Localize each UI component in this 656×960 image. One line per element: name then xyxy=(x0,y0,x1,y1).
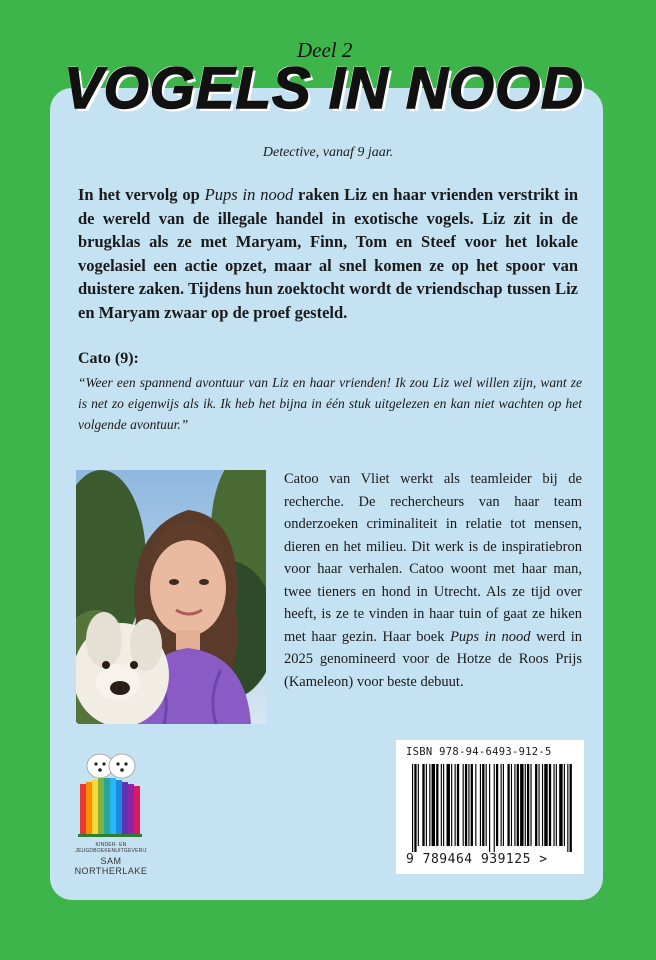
barcode-bar xyxy=(501,764,502,846)
bio-italic-title: Pups in nood xyxy=(450,628,531,645)
barcode-bar xyxy=(570,764,572,852)
barcode-bar xyxy=(514,764,515,846)
barcode-bar xyxy=(503,764,504,846)
barcode-bar xyxy=(530,764,531,846)
book-blurb xyxy=(78,183,578,324)
review-author: Cato (9): xyxy=(78,350,139,367)
barcode-bar xyxy=(429,764,430,846)
genre-line: Detective, vanaf 9 jaar. xyxy=(262,145,394,160)
barcode-bar xyxy=(525,764,526,846)
barcode-bars xyxy=(406,764,576,852)
barcode-bar xyxy=(544,764,547,846)
barcode-bar xyxy=(489,764,490,852)
barcode-bar xyxy=(455,764,456,846)
barcode-bar xyxy=(496,764,498,846)
barcode-bar xyxy=(527,764,529,846)
barcode-bar xyxy=(486,764,487,846)
publisher-logo xyxy=(74,750,146,900)
isbn-barcode xyxy=(396,740,584,874)
barcode-bar xyxy=(511,764,512,846)
barcode-bar xyxy=(447,764,450,846)
barcode-bar xyxy=(517,764,519,846)
publisher-tagline: KINDER- EN JEUGDBOEKENUITGEVERIJ xyxy=(75,842,147,854)
barcode-bar xyxy=(436,764,438,846)
barcode-bar xyxy=(412,764,413,852)
series-label: Deel 2 xyxy=(297,38,353,62)
author-photo-illustration xyxy=(76,470,266,724)
barcode-bar xyxy=(564,764,565,846)
blurb-text-end: raken Liz en haar vrienden verstrikt in de wereld van de illegale handel in exotische vogels. Liz zit in de brugklas als ze met Maryam, Finn, Tom en Steef voor het lokale vogelasiel een actie opzet, maar al snel komen ze op het spoor van duistere zaken. Tijdens hun zoektocht wordt de vriendschap tussen Liz en Maryam zwaar op de proef gesteld. xyxy=(78,185,579,322)
barcode-bar xyxy=(535,764,537,846)
author-photo xyxy=(76,470,266,724)
barcode-bar xyxy=(414,764,416,852)
barcode-bar xyxy=(465,764,467,846)
book-title: VOGELS IN NOOD xyxy=(64,56,584,121)
barcode-bar xyxy=(418,764,419,846)
barcode-bar xyxy=(507,764,509,846)
barcode-bar xyxy=(567,764,568,852)
author-bio xyxy=(284,468,582,693)
barcode-bar xyxy=(559,764,562,846)
barcode-bar xyxy=(549,764,551,846)
barcode-bar xyxy=(553,764,554,846)
barcode-bar xyxy=(457,764,459,846)
barcode-bar xyxy=(463,764,464,846)
barcode-bar xyxy=(441,764,442,846)
barcode-bar xyxy=(556,764,557,846)
barcode-bar xyxy=(426,764,427,846)
barcode-bar xyxy=(443,764,444,846)
barcode-bar xyxy=(482,764,484,846)
barcode-bar xyxy=(422,764,424,846)
barcode-bar xyxy=(480,764,481,846)
barcode-bar xyxy=(539,764,540,846)
barcode-bar xyxy=(468,764,469,846)
barcode-bar xyxy=(432,764,435,846)
bio-text-start: Catoo van Vliet werkt als teamleider bij de recherche. De rechercheurs van haar team onderzoeken criminaliteit in relatie tot mensen, dieren en het milieu. Dit werk is de inspiratiebron voor haar verhalen. Catoo woont met haar man, twee tieners en hond in Utrecht. Als ze tijd over heeft, is ze te vinden in haar tuin of gaat ze hiken met haar gezin. Haar boek xyxy=(284,471,582,645)
publisher-name: SAM NORTHERLAKE xyxy=(74,856,148,876)
barcode-bar xyxy=(475,764,476,846)
isbn-text: ISBN 978-94-6493-912-5 xyxy=(406,746,552,758)
publisher-logo-icon xyxy=(74,750,146,842)
ean-digits: 9 789464 939125 > xyxy=(406,852,548,867)
blurb-text-start: In het vervolg op xyxy=(78,185,205,204)
bio-text-end: werd in 2025 genomineerd voor de Hotze de Roos Prijs (Kameleon) voor beste debuut. xyxy=(284,628,583,690)
review-quote: “Weer een spannend avontuur van Liz en haar vrienden! Ik zou Liz wel willen zijn, want ze is net zo eigenwijs als ik. Ik heb het bijna in één stuk uitgelezen en kan niet wachten op het volgende avontuur.” xyxy=(78,375,582,432)
publisher-name-block xyxy=(70,842,152,876)
barcode-bar xyxy=(451,764,452,846)
barcode-bar xyxy=(471,764,473,846)
barcode-bar xyxy=(520,764,523,846)
barcode-bar xyxy=(494,764,495,852)
blurb-italic-title: Pups in nood xyxy=(204,185,294,204)
barcode-bar xyxy=(542,764,543,846)
